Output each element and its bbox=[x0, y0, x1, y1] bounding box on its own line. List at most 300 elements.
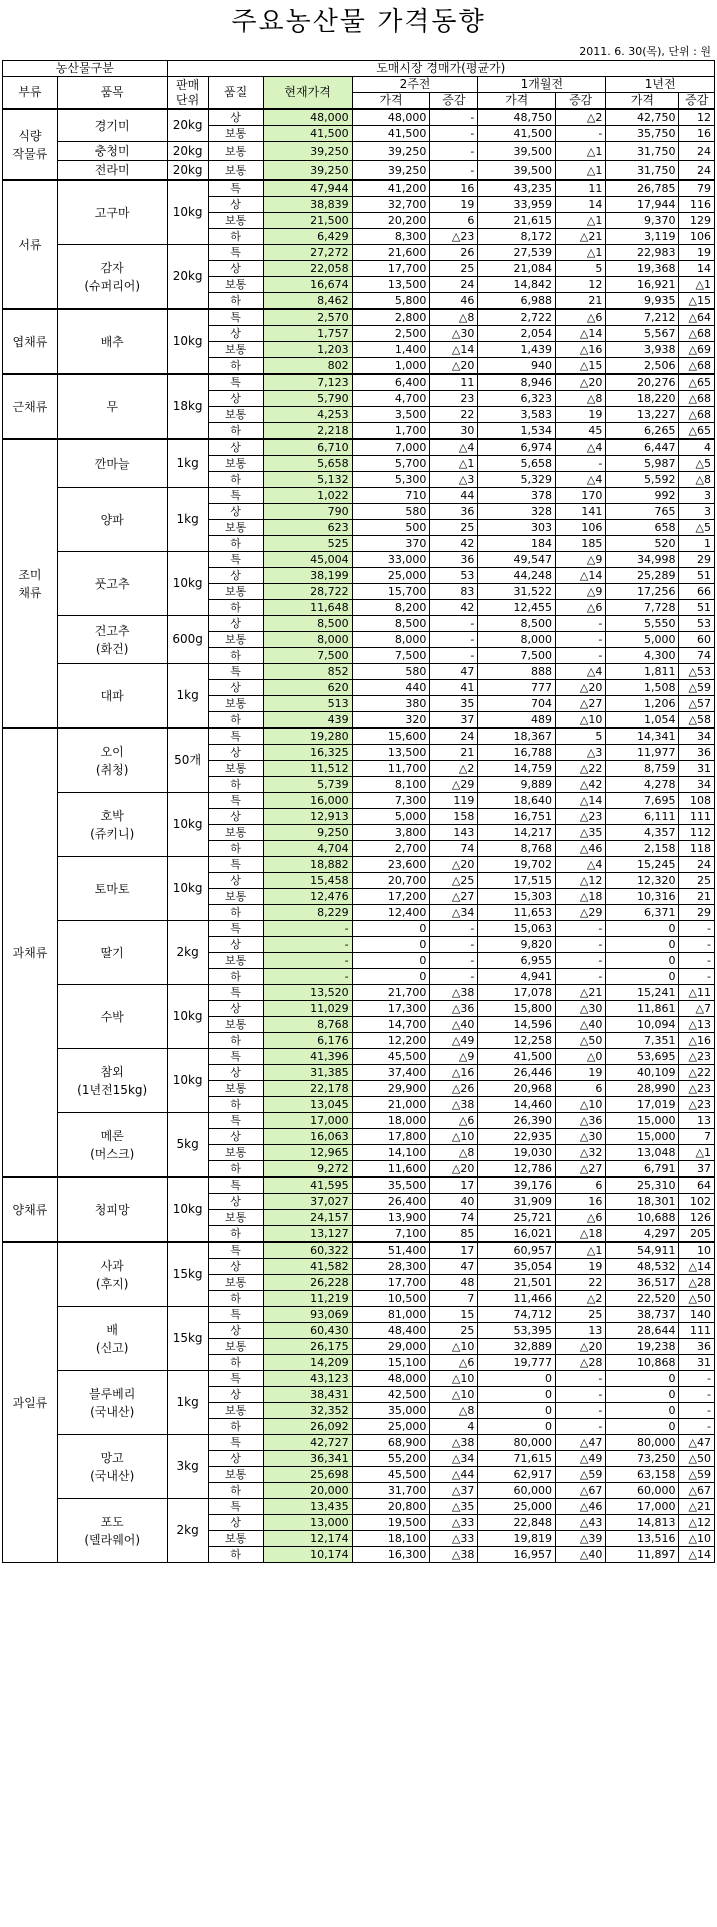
two-weeks-price-cell: 12,200 bbox=[352, 1033, 430, 1049]
table-row bbox=[3, 1371, 715, 1387]
current-price-cell: 18,882 bbox=[263, 857, 352, 873]
two-weeks-change-cell: 36 bbox=[430, 504, 478, 520]
grade-cell: 특 bbox=[208, 793, 263, 809]
one-year-price-cell: 15,245 bbox=[606, 857, 679, 873]
item-cell: 건고추 (화건) bbox=[57, 616, 167, 664]
one-year-price-cell: 7,212 bbox=[606, 309, 679, 326]
two-weeks-price-cell: 15,100 bbox=[352, 1355, 430, 1371]
one-month-price-cell: 8,946 bbox=[478, 374, 556, 391]
two-weeks-price-cell: 0 bbox=[352, 953, 430, 969]
grade-cell: 보통 bbox=[208, 1403, 263, 1419]
two-weeks-price-cell: 20,700 bbox=[352, 873, 430, 889]
grade-cell: 상 bbox=[208, 439, 263, 456]
two-weeks-change-cell: △8 bbox=[430, 309, 478, 326]
two-weeks-change-cell: △10 bbox=[430, 1129, 478, 1145]
two-weeks-price-cell: 7,300 bbox=[352, 793, 430, 809]
current-price-cell: 16,325 bbox=[263, 745, 352, 761]
one-year-price-cell: 3,938 bbox=[606, 342, 679, 358]
one-month-price-cell: 17,078 bbox=[478, 985, 556, 1001]
current-price-cell: 13,127 bbox=[263, 1226, 352, 1243]
one-year-change-cell: 79 bbox=[679, 180, 715, 197]
one-month-price-cell: 9,889 bbox=[478, 777, 556, 793]
one-year-change-cell: 29 bbox=[679, 552, 715, 568]
current-price-cell: 13,000 bbox=[263, 1515, 352, 1531]
one-month-change-cell: △21 bbox=[556, 985, 606, 1001]
grade-cell: 보통 bbox=[208, 1081, 263, 1097]
two-weeks-change-cell: △26 bbox=[430, 1081, 478, 1097]
current-price-cell: 5,132 bbox=[263, 472, 352, 488]
one-month-change-cell: △1 bbox=[556, 161, 606, 181]
one-year-price-cell: 25,289 bbox=[606, 568, 679, 584]
one-year-price-cell: 38,737 bbox=[606, 1307, 679, 1323]
table-row bbox=[3, 921, 715, 937]
one-year-change-cell: △69 bbox=[679, 342, 715, 358]
two-weeks-change-cell: 30 bbox=[430, 423, 478, 440]
two-weeks-change-cell: 24 bbox=[430, 728, 478, 745]
two-weeks-price-cell: 3,500 bbox=[352, 407, 430, 423]
one-year-price-cell: 40,109 bbox=[606, 1065, 679, 1081]
one-year-price-cell: 0 bbox=[606, 937, 679, 953]
one-month-price-cell: 12,786 bbox=[478, 1161, 556, 1178]
current-price-cell: 16,000 bbox=[263, 793, 352, 809]
two-weeks-price-cell: 21,000 bbox=[352, 1097, 430, 1113]
two-weeks-price-cell: 13,500 bbox=[352, 277, 430, 293]
one-year-change-cell: △8 bbox=[679, 472, 715, 488]
two-weeks-price-cell: 16,300 bbox=[352, 1547, 430, 1563]
one-month-change-cell: △4 bbox=[556, 857, 606, 873]
two-weeks-change-cell: △44 bbox=[430, 1467, 478, 1483]
one-year-change-cell: 140 bbox=[679, 1307, 715, 1323]
table-row bbox=[3, 1177, 715, 1194]
grade-cell: 보통 bbox=[208, 1210, 263, 1226]
two-weeks-change-cell: △33 bbox=[430, 1515, 478, 1531]
current-price-cell: 12,913 bbox=[263, 809, 352, 825]
grade-cell: 특 bbox=[208, 985, 263, 1001]
grade-cell: 특 bbox=[208, 1499, 263, 1515]
two-weeks-change-cell: △49 bbox=[430, 1033, 478, 1049]
one-month-change-cell: △9 bbox=[556, 552, 606, 568]
one-month-change-cell: 21 bbox=[556, 293, 606, 310]
two-weeks-price-cell: 5,300 bbox=[352, 472, 430, 488]
current-price-cell: 31,385 bbox=[263, 1065, 352, 1081]
item-cell: 양파 bbox=[57, 488, 167, 552]
current-price-cell: 16,674 bbox=[263, 277, 352, 293]
two-weeks-price-cell: 29,000 bbox=[352, 1339, 430, 1355]
current-price-cell: 802 bbox=[263, 358, 352, 375]
one-month-price-cell: 2,054 bbox=[478, 326, 556, 342]
two-weeks-change-cell: 11 bbox=[430, 374, 478, 391]
one-year-change-cell: 10 bbox=[679, 1242, 715, 1259]
one-year-price-cell: 5,550 bbox=[606, 616, 679, 632]
one-year-price-cell: 19,238 bbox=[606, 1339, 679, 1355]
grade-cell: 보통 bbox=[208, 1145, 263, 1161]
one-month-price-cell: 15,063 bbox=[478, 921, 556, 937]
one-month-price-cell: 25,721 bbox=[478, 1210, 556, 1226]
group-cell: 근채류 bbox=[3, 374, 58, 439]
one-month-change-cell: 5 bbox=[556, 728, 606, 745]
one-month-price-cell: 14,842 bbox=[478, 277, 556, 293]
one-month-change-cell: △2 bbox=[556, 109, 606, 126]
one-month-change-cell: 19 bbox=[556, 1259, 606, 1275]
one-year-change-cell: 3 bbox=[679, 488, 715, 504]
one-month-price-cell: 16,751 bbox=[478, 809, 556, 825]
one-month-change-cell: - bbox=[556, 616, 606, 632]
two-weeks-change-cell: - bbox=[430, 921, 478, 937]
two-weeks-price-cell: 17,700 bbox=[352, 1275, 430, 1291]
two-weeks-change-cell: △38 bbox=[430, 1435, 478, 1451]
two-weeks-price-cell: 41,200 bbox=[352, 180, 430, 197]
one-month-price-cell: 6,323 bbox=[478, 391, 556, 407]
unit-cell: 1kg bbox=[167, 488, 208, 552]
two-weeks-price-cell: 25,000 bbox=[352, 568, 430, 584]
grade-cell: 하 bbox=[208, 229, 263, 245]
one-year-change-cell: △68 bbox=[679, 358, 715, 375]
unit-cell: 10kg bbox=[167, 309, 208, 374]
one-month-change-cell: △27 bbox=[556, 696, 606, 712]
one-year-price-cell: 15,000 bbox=[606, 1113, 679, 1129]
date-unit-info: 2011. 6. 30(목), 단위 : 원 bbox=[579, 45, 711, 58]
item-cell: 대파 bbox=[57, 664, 167, 729]
one-month-change-cell: - bbox=[556, 1371, 606, 1387]
current-price-cell: 12,476 bbox=[263, 889, 352, 905]
two-weeks-change-cell: - bbox=[430, 109, 478, 126]
two-weeks-change-cell: △3 bbox=[430, 472, 478, 488]
one-month-price-cell: 6,974 bbox=[478, 439, 556, 456]
one-month-price-cell: 18,640 bbox=[478, 793, 556, 809]
grade-cell: 상 bbox=[208, 873, 263, 889]
one-month-price-cell: 5,329 bbox=[478, 472, 556, 488]
one-month-price-cell: 60,000 bbox=[478, 1483, 556, 1499]
one-year-price-cell: 10,688 bbox=[606, 1210, 679, 1226]
table-row bbox=[3, 728, 715, 745]
two-weeks-price-cell: 5,700 bbox=[352, 456, 430, 472]
two-weeks-change-cell: 6 bbox=[430, 213, 478, 229]
grade-cell: 상 bbox=[208, 1259, 263, 1275]
one-year-price-cell: 19,368 bbox=[606, 261, 679, 277]
grade-cell: 보통 bbox=[208, 1467, 263, 1483]
one-year-price-cell: 18,301 bbox=[606, 1194, 679, 1210]
current-price-cell: 7,500 bbox=[263, 648, 352, 664]
one-month-price-cell: 0 bbox=[478, 1371, 556, 1387]
one-month-price-cell: 48,750 bbox=[478, 109, 556, 126]
two-weeks-price-cell: 31,700 bbox=[352, 1483, 430, 1499]
one-year-change-cell: - bbox=[679, 921, 715, 937]
one-month-change-cell: △30 bbox=[556, 1129, 606, 1145]
current-price-cell: 7,123 bbox=[263, 374, 352, 391]
two-weeks-change-cell: △36 bbox=[430, 1001, 478, 1017]
two-weeks-change-cell: △23 bbox=[430, 229, 478, 245]
one-year-change-cell: 29 bbox=[679, 905, 715, 921]
one-month-price-cell: 940 bbox=[478, 358, 556, 375]
grade-cell: 특 bbox=[208, 1242, 263, 1259]
one-month-change-cell: △9 bbox=[556, 584, 606, 600]
one-year-change-cell: △12 bbox=[679, 1515, 715, 1531]
current-price-cell: 8,768 bbox=[263, 1017, 352, 1033]
one-month-change-cell: △36 bbox=[556, 1113, 606, 1129]
two-weeks-change-cell: 44 bbox=[430, 488, 478, 504]
current-price-cell: 24,157 bbox=[263, 1210, 352, 1226]
grade-cell: 상 bbox=[208, 109, 263, 126]
current-price-cell: 5,790 bbox=[263, 391, 352, 407]
one-month-change-cell: 14 bbox=[556, 197, 606, 213]
one-month-change-cell: 11 bbox=[556, 180, 606, 197]
two-weeks-change-cell: 37 bbox=[430, 712, 478, 729]
one-year-change-cell: 24 bbox=[679, 857, 715, 873]
one-year-change-cell: 24 bbox=[679, 142, 715, 161]
two-weeks-price-cell: 10,500 bbox=[352, 1291, 430, 1307]
item-cell: 메론 (머스크) bbox=[57, 1113, 167, 1178]
one-month-change-cell: △10 bbox=[556, 712, 606, 729]
one-year-price-cell: 1,054 bbox=[606, 712, 679, 729]
one-month-price-cell: 27,539 bbox=[478, 245, 556, 261]
table-row bbox=[3, 180, 715, 197]
current-price-cell: 5,739 bbox=[263, 777, 352, 793]
two-weeks-price-cell: 39,250 bbox=[352, 142, 430, 161]
current-price-cell: 525 bbox=[263, 536, 352, 552]
one-year-price-cell: 6,791 bbox=[606, 1161, 679, 1178]
grade-cell: 상 bbox=[208, 1451, 263, 1467]
current-price-cell: 41,500 bbox=[263, 126, 352, 142]
item-cell: 청피망 bbox=[57, 1177, 167, 1242]
two-weeks-change-cell: △16 bbox=[430, 1065, 478, 1081]
current-price-cell: 1,757 bbox=[263, 326, 352, 342]
grade-cell: 보통 bbox=[208, 1531, 263, 1547]
table-row bbox=[3, 245, 715, 261]
grade-cell: 보통 bbox=[208, 953, 263, 969]
two-weeks-price-cell: 1,400 bbox=[352, 342, 430, 358]
grade-cell: 특 bbox=[208, 309, 263, 326]
one-month-change-cell: - bbox=[556, 648, 606, 664]
grade-cell: 상 bbox=[208, 809, 263, 825]
one-month-change-cell: 19 bbox=[556, 1065, 606, 1081]
item-header: 품목 bbox=[57, 77, 167, 110]
unit-cell: 10kg bbox=[167, 552, 208, 616]
grade-cell: 상 bbox=[208, 1323, 263, 1339]
two-weeks-price-cell: 5,000 bbox=[352, 809, 430, 825]
grade-cell: 상 bbox=[208, 197, 263, 213]
one-year-change-cell: △65 bbox=[679, 374, 715, 391]
one-month-change-cell: 19 bbox=[556, 407, 606, 423]
current-price-cell: 42,727 bbox=[263, 1435, 352, 1451]
current-price-cell: 4,253 bbox=[263, 407, 352, 423]
current-price-cell: 10,174 bbox=[263, 1547, 352, 1563]
current-price-cell: 2,570 bbox=[263, 309, 352, 326]
unit-cell: 10kg bbox=[167, 180, 208, 245]
grade-cell: 상 bbox=[208, 680, 263, 696]
two-weeks-change-cell: 19 bbox=[430, 197, 478, 213]
one-year-change-cell: - bbox=[679, 1387, 715, 1403]
two-weeks-price-cell: 710 bbox=[352, 488, 430, 504]
one-year-change-cell: △5 bbox=[679, 456, 715, 472]
one-year-price-cell: 13,048 bbox=[606, 1145, 679, 1161]
grade-cell: 상 bbox=[208, 504, 263, 520]
two-weeks-change-cell: △8 bbox=[430, 1403, 478, 1419]
current-price-cell: 38,839 bbox=[263, 197, 352, 213]
one-year-change-cell: 129 bbox=[679, 213, 715, 229]
table-row bbox=[3, 664, 715, 680]
one-year-change-cell: △1 bbox=[679, 1145, 715, 1161]
one-month-price-cell: 31,909 bbox=[478, 1194, 556, 1210]
two-weeks-price-cell: 39,250 bbox=[352, 161, 430, 181]
two-weeks-price-cell: 17,300 bbox=[352, 1001, 430, 1017]
unit-cell: 15kg bbox=[167, 1307, 208, 1371]
grade-cell: 하 bbox=[208, 472, 263, 488]
grade-cell: 하 bbox=[208, 905, 263, 921]
current-price-cell: - bbox=[263, 937, 352, 953]
one-year-change-cell: - bbox=[679, 937, 715, 953]
two-weeks-price-cell: 21,700 bbox=[352, 985, 430, 1001]
current-price-cell: 27,272 bbox=[263, 245, 352, 261]
grade-cell: 특 bbox=[208, 1113, 263, 1129]
one-month-change-cell: 45 bbox=[556, 423, 606, 440]
one-year-price-cell: 3,119 bbox=[606, 229, 679, 245]
one-year-change-cell: △64 bbox=[679, 309, 715, 326]
unit-cell: 20kg bbox=[167, 161, 208, 181]
grade-cell: 상 bbox=[208, 1515, 263, 1531]
one-year-price-cell: 11,977 bbox=[606, 745, 679, 761]
current-price-cell: 21,500 bbox=[263, 213, 352, 229]
grade-cell: 상 bbox=[208, 1001, 263, 1017]
table-row bbox=[3, 1113, 715, 1129]
grade-cell: 특 bbox=[208, 488, 263, 504]
one-year-price-cell: 5,592 bbox=[606, 472, 679, 488]
unit-cell: 50개 bbox=[167, 728, 208, 793]
current-price-cell: 20,000 bbox=[263, 1483, 352, 1499]
current-price-cell: 852 bbox=[263, 664, 352, 680]
two-weeks-change-cell: 42 bbox=[430, 600, 478, 616]
one-year-change-cell: 36 bbox=[679, 1339, 715, 1355]
item-cell: 딸기 bbox=[57, 921, 167, 985]
one-month-price-cell: 22,848 bbox=[478, 1515, 556, 1531]
grade-cell: 상 bbox=[208, 326, 263, 342]
one-month-change-cell: 13 bbox=[556, 1323, 606, 1339]
two-weeks-change-cell: △33 bbox=[430, 1531, 478, 1547]
one-month-change-cell: △28 bbox=[556, 1355, 606, 1371]
grade-cell: 상 bbox=[208, 937, 263, 953]
two-weeks-change-cell: △2 bbox=[430, 761, 478, 777]
one-year-change-cell: △10 bbox=[679, 1531, 715, 1547]
one-year-change-cell: △47 bbox=[679, 1435, 715, 1451]
two-weeks-price-cell: 8,000 bbox=[352, 632, 430, 648]
two-weeks-price-cell: 18,000 bbox=[352, 1113, 430, 1129]
two-weeks-change-cell: 35 bbox=[430, 696, 478, 712]
one-year-change-cell: 126 bbox=[679, 1210, 715, 1226]
one-year-price-cell: 54,911 bbox=[606, 1242, 679, 1259]
grade-cell: 보통 bbox=[208, 1017, 263, 1033]
one-month-change-cell: - bbox=[556, 632, 606, 648]
one-year-price-cell: 14,813 bbox=[606, 1515, 679, 1531]
one-month-change-cell: △42 bbox=[556, 777, 606, 793]
grade-cell: 하 bbox=[208, 1547, 263, 1563]
two-weeks-change-cell: △8 bbox=[430, 1145, 478, 1161]
current-price-cell: 9,272 bbox=[263, 1161, 352, 1178]
one-year-price-cell: 31,750 bbox=[606, 161, 679, 181]
one-year-change-cell: - bbox=[679, 1419, 715, 1435]
two-weeks-change-cell: 22 bbox=[430, 407, 478, 423]
one-year-price-cell: 5,000 bbox=[606, 632, 679, 648]
table-row bbox=[3, 1049, 715, 1065]
one-month-price-cell: 7,500 bbox=[478, 648, 556, 664]
one-month-price-cell: 16,957 bbox=[478, 1547, 556, 1563]
one-month-price-cell: 1,439 bbox=[478, 342, 556, 358]
one-month-change-cell: △50 bbox=[556, 1033, 606, 1049]
one-month-price-cell: 303 bbox=[478, 520, 556, 536]
one-year-price-cell: 22,520 bbox=[606, 1291, 679, 1307]
one-year-price-cell: 10,868 bbox=[606, 1355, 679, 1371]
one-month-change-cell: △20 bbox=[556, 1339, 606, 1355]
one-month-change-cell: 5 bbox=[556, 261, 606, 277]
one-year-price-cell: 6,371 bbox=[606, 905, 679, 921]
group-cell: 양채류 bbox=[3, 1177, 58, 1242]
one-month-price-cell: 20,968 bbox=[478, 1081, 556, 1097]
one-year-change-cell: 25 bbox=[679, 873, 715, 889]
current-price-cell: 11,648 bbox=[263, 600, 352, 616]
two-weeks-price-cell: 1,700 bbox=[352, 423, 430, 440]
two-weeks-price-cell: 45,500 bbox=[352, 1049, 430, 1065]
grade-cell: 특 bbox=[208, 180, 263, 197]
two-weeks-price-cell: 48,000 bbox=[352, 109, 430, 126]
current-price-cell: 8,000 bbox=[263, 632, 352, 648]
two-weeks-price-cell: 35,000 bbox=[352, 1403, 430, 1419]
two-weeks-price-cell: 19,500 bbox=[352, 1515, 430, 1531]
two-weeks-price-cell: 14,700 bbox=[352, 1017, 430, 1033]
two-weeks-change-cell: 158 bbox=[430, 809, 478, 825]
unit-header: 판매 단위 bbox=[167, 77, 208, 110]
table-row bbox=[3, 1435, 715, 1451]
two-weeks-price-cell: 12,400 bbox=[352, 905, 430, 921]
one-year-change-cell: 31 bbox=[679, 1355, 715, 1371]
one-year-change-cell: 111 bbox=[679, 1323, 715, 1339]
one-year-change-cell: △28 bbox=[679, 1275, 715, 1291]
one-year-price-cell: 53,695 bbox=[606, 1049, 679, 1065]
one-year-price-cell: 63,158 bbox=[606, 1467, 679, 1483]
one-month-price-cell: 16,788 bbox=[478, 745, 556, 761]
two-weeks-price-cell: 6,400 bbox=[352, 374, 430, 391]
one-year-change-cell: △59 bbox=[679, 1467, 715, 1483]
one-month-price-cell: 60,957 bbox=[478, 1242, 556, 1259]
group-cell: 조미 채류 bbox=[3, 439, 58, 728]
two-weeks-change-cell: 48 bbox=[430, 1275, 478, 1291]
one-year-price-cell: 6,111 bbox=[606, 809, 679, 825]
current-price-cell: 26,175 bbox=[263, 1339, 352, 1355]
price-table bbox=[2, 60, 715, 1563]
item-cell: 경기미 bbox=[57, 109, 167, 142]
one-year-change-cell: 102 bbox=[679, 1194, 715, 1210]
one-year-change-cell: 51 bbox=[679, 568, 715, 584]
table-row bbox=[3, 1307, 715, 1323]
group-header: 부류 bbox=[3, 77, 58, 110]
table-row bbox=[3, 552, 715, 568]
grade-cell: 보통 bbox=[208, 584, 263, 600]
one-year-change-cell: △23 bbox=[679, 1097, 715, 1113]
item-cell: 토마토 bbox=[57, 857, 167, 921]
grade-cell: 하 bbox=[208, 648, 263, 664]
current-price-cell: 2,218 bbox=[263, 423, 352, 440]
grade-cell: 특 bbox=[208, 921, 263, 937]
one-year-price-cell: 11,861 bbox=[606, 1001, 679, 1017]
two-weeks-price-cell: 29,900 bbox=[352, 1081, 430, 1097]
one-year-change-cell: 106 bbox=[679, 229, 715, 245]
current-price-cell: 39,250 bbox=[263, 161, 352, 181]
one-year-change-cell: 112 bbox=[679, 825, 715, 841]
two-weeks-change-cell: - bbox=[430, 161, 478, 181]
grade-cell: 보통 bbox=[208, 1275, 263, 1291]
two-weeks-price-cell: 45,500 bbox=[352, 1467, 430, 1483]
current-price-cell: 60,322 bbox=[263, 1242, 352, 1259]
one-year-change-cell: 34 bbox=[679, 728, 715, 745]
current-price-cell: - bbox=[263, 921, 352, 937]
two-weeks-change-cell: △35 bbox=[430, 1499, 478, 1515]
